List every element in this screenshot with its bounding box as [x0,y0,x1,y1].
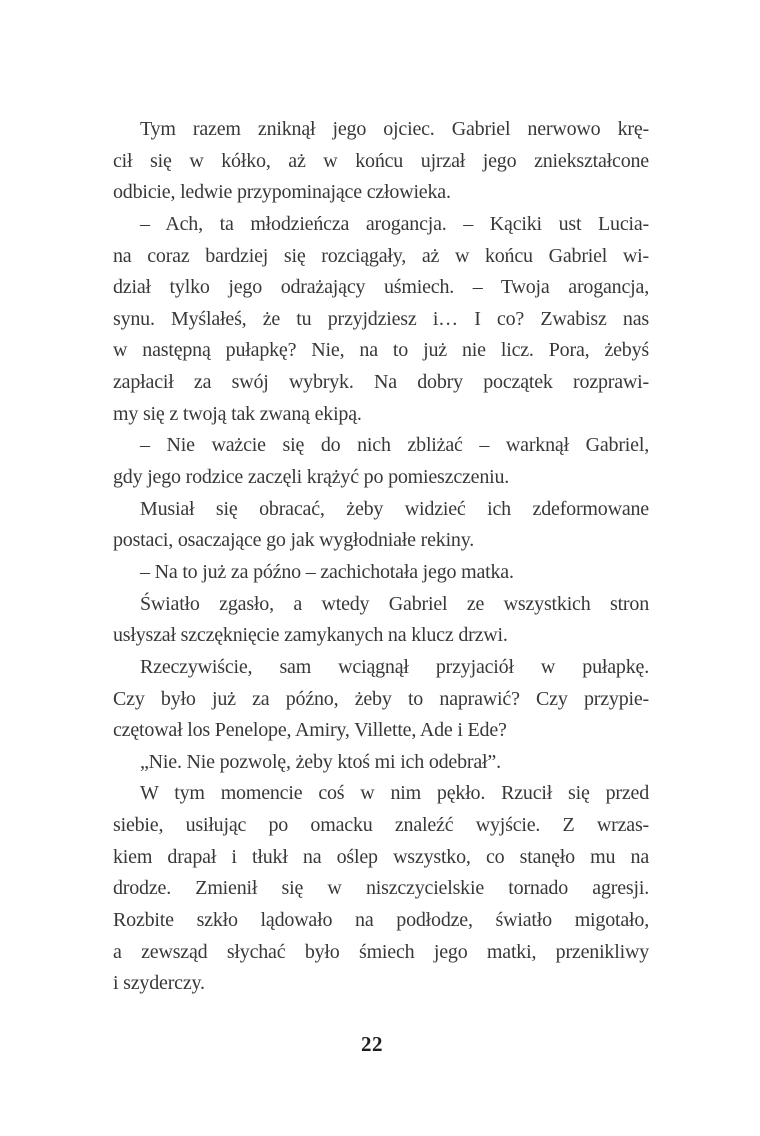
text-line: – Nie ważcie się do nich zbliżać – warknął Gabriel, [140,434,649,457]
text-line: kiem drapał i tłukł na oślep wszystko, co stanęło mu na [113,845,649,868]
text-line: postaci, osaczające go jak wygłodniałe rekiny. [113,529,475,552]
text-line: i szyderczy. [113,972,205,995]
text-line: czętował los Penelope, Amiry, Villette, Ade i Ede? [113,719,507,742]
text-line: W tym momencie coś w nim pękło. Rzucił się przed [140,782,649,805]
body-text [113,114,649,1000]
text-line: gdy jego rodzice zaczęli krążyć po pomieszczeniu. [113,466,510,489]
text-line: cił się w kółko, aż w końcu ujrzał jego zniekształcone [113,149,649,172]
text-line: dział tylko jego odrażający uśmiech. – Twoja arogancja, [113,276,649,299]
text-line: Tym razem zniknął jego ojciec. Gabriel nerwowo krę- [140,118,649,140]
text-line: synu. Myślałeś, że tu przyjdziesz i… I co? Zwabisz nas [113,307,649,330]
text-line: a zewsząd słychać było śmiech jego matki, przenikliwy [113,940,649,963]
text-line: na coraz bardziej się rozciągały, aż w końcu Gabriel wi- [113,244,649,267]
text-line: usłyszał szczęknięcie zamykanych na klucz drzwi. [113,624,508,647]
text-line: – Na to już za późno – zachichotała jego matka. [140,560,514,583]
text-line: Czy było już za późno, żeby to naprawić? Czy przypie- [113,687,649,710]
text-line: my się z twoją tak zwaną ekipą. [113,402,362,425]
text-line: Musiał się obracać, żeby widzieć ich zdeformowane [140,497,649,520]
text-line: drodze. Zmienił się w niszczycielskie tornado agresji. [113,877,649,900]
text-line: Rozbite szkło lądowało na podłodze, światło migotało, [113,909,649,932]
text-line: Rzeczywiście, sam wciągnął przyjaciół w pułapkę. [140,655,649,678]
text-line: – Ach, ta młodzieńcza arogancja. – Kąciki ust Lucia- [140,212,649,235]
text-line: zapłacił za swój wybryk. Na dobry początek rozprawi- [113,371,649,394]
page-number: 22 [361,1032,383,1056]
text-line: w następną pułapkę? Nie, na to już nie licz. Pora, żebyś [113,339,649,362]
text-line: odbicie, ledwie przypominające człowieka. [113,181,451,204]
text-line: Światło zgasło, a wtedy Gabriel ze wszystkich stron [140,592,649,615]
text-line: „Nie. Nie pozwolę, żeby ktoś mi ich odebrał”. [140,750,501,773]
text-line: siebie, usiłując po omacku znaleźć wyjście. Z wrzas- [113,814,649,837]
